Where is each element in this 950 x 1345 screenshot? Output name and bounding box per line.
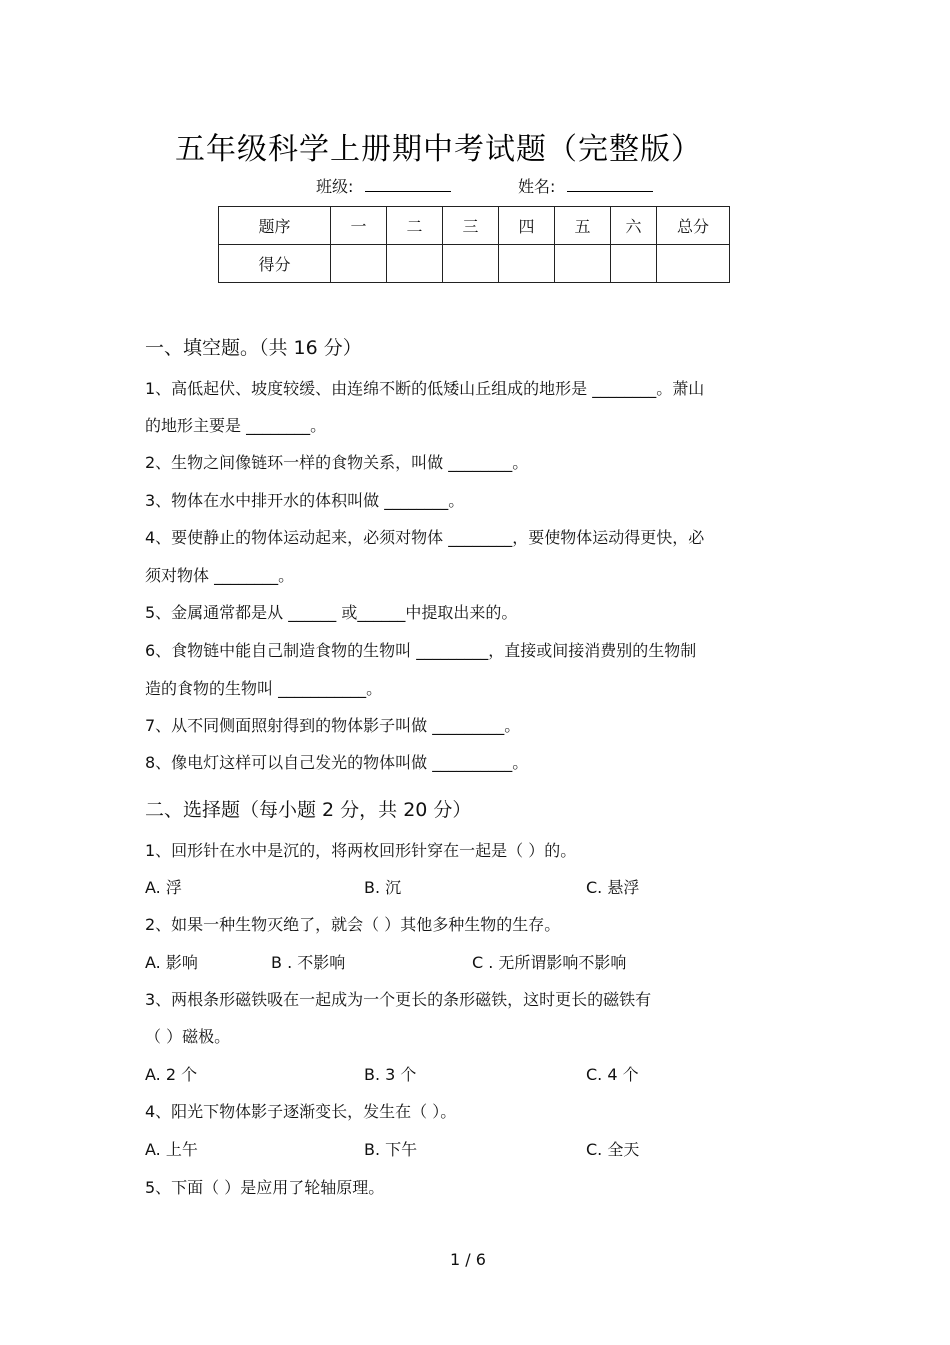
class-field (316, 174, 451, 197)
score-table-empty-cell (499, 245, 555, 283)
question-line: 6、食物链中能自己制造食物的生物叫 _________，直接或间接消费别的生物制 (145, 641, 697, 660)
score-table-empty-cell (443, 245, 499, 283)
option-b: B. 3 个 (364, 1065, 417, 1084)
score-table-cell: 题序 (219, 207, 331, 245)
question-line: 1、高低起伏、坡度较缓、由连绵不断的低矮山丘组成的地形是 ________。萧山 (145, 379, 705, 398)
score-table-empty-cell (387, 245, 443, 283)
option-a: A. 浮 (145, 878, 182, 897)
option-a: A. 上午 (145, 1140, 198, 1159)
score-table-empty-cell (331, 245, 387, 283)
score-table-empty-cell (611, 245, 657, 283)
question-line: 8、像电灯这样可以自己发光的物体叫做 __________。 (145, 753, 529, 772)
score-table (218, 206, 730, 283)
option-c: C. 全天 (586, 1140, 640, 1159)
question-line: 1、回形针在水中是沉的，将两枚回形针穿在一起是（ ）的。 (145, 841, 577, 860)
option-b: B. 下午 (364, 1140, 418, 1159)
question-line: 2、如果一种生物灭绝了，就会（ ）其他多种生物的生存。 (145, 915, 561, 934)
question-line: 7、从不同侧面照射得到的物体影子叫做 _________。 (145, 716, 521, 735)
score-table-cell: 总分 (657, 207, 730, 245)
score-table-header-row (219, 207, 730, 245)
score-table-empty-cell (657, 245, 730, 283)
name-blank (567, 177, 653, 192)
question-line: 造的食物的生物叫 ___________。 (145, 679, 383, 698)
score-table-score-row (219, 245, 730, 283)
page-title: 五年级科学上册期中考试题（完整版） (175, 132, 702, 167)
score-table-cell: 得分 (219, 245, 331, 283)
score-table-cell: 一 (331, 207, 387, 245)
score-table-cell: 四 (499, 207, 555, 245)
name-label: 姓名: (518, 177, 556, 196)
page-number: 1 / 6 (450, 1250, 486, 1269)
option-c: C. 4 个 (586, 1065, 639, 1084)
option-b: B. 沉 (364, 878, 402, 897)
question-line: 4、要使静止的物体运动起来，必须对物体 ________，要使物体运动得更快，必 (145, 528, 705, 547)
question-line: 4、阳光下物体影子逐渐变长，发生在（ ）。 (145, 1102, 457, 1121)
score-table-cell: 五 (555, 207, 611, 245)
class-label: 班级: (316, 177, 354, 196)
question-line: 3、两根条形磁铁吸在一起成为一个更长的条形磁铁，这时更长的磁铁有 (145, 990, 652, 1009)
section-heading-fill-blank: 一、填空题。（共 16 分） (145, 337, 362, 359)
option-b: B . 不影响 (271, 953, 346, 972)
option-a: A. 2 个 (145, 1065, 198, 1084)
name-field (518, 174, 653, 197)
question-line: 的地形主要是 ________。 (145, 416, 327, 435)
option-c: C . 无所谓影响不影响 (472, 953, 627, 972)
question-line: 3、物体在水中排开水的体积叫做 ________。 (145, 491, 465, 510)
option-c: C. 悬浮 (586, 878, 640, 897)
question-line: 5、下面（ ）是应用了轮轴原理。 (145, 1178, 385, 1197)
score-table-cell: 二 (387, 207, 443, 245)
question-line: 2、生物之间像链环一样的食物关系，叫做 ________。 (145, 453, 529, 472)
class-blank (365, 177, 451, 192)
score-table-empty-cell (555, 245, 611, 283)
question-line: 须对物体 ________。 (145, 566, 295, 585)
score-table-cell: 三 (443, 207, 499, 245)
option-a: A. 影响 (145, 953, 198, 972)
question-line: （ ）磁极。 (145, 1027, 231, 1046)
question-line: 5、金属通常都是从 ______ 或______中提取出来的。 (145, 603, 518, 622)
score-table-cell: 六 (611, 207, 657, 245)
section-heading-multiple-choice: 二、选择题（每小题 2 分，共 20 分） (145, 799, 472, 821)
